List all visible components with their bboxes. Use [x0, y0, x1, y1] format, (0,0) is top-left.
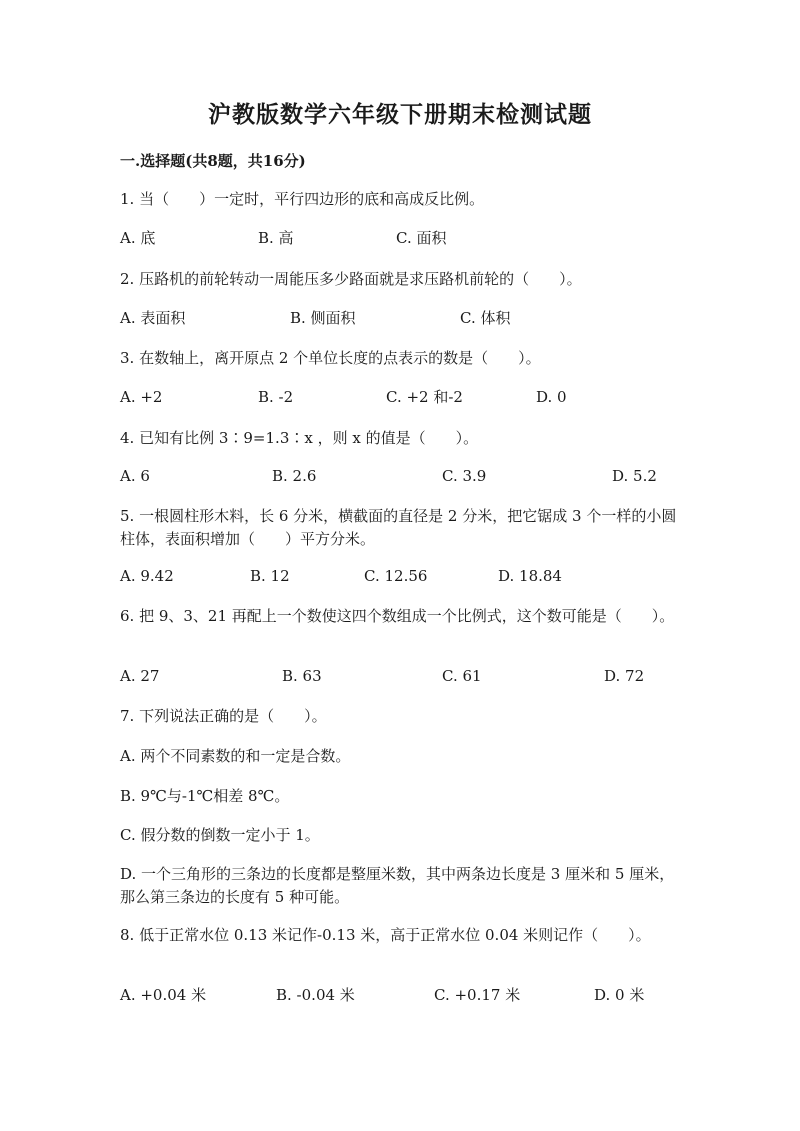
question-4-option-d: D. 5.2: [612, 467, 657, 485]
question-1-option-a: A. 底: [120, 229, 156, 247]
question-4-text: 4. 已知有比例 3∶9=1.3∶x ，则 x 的值是（ ）。: [120, 429, 479, 447]
question-7-option-b: B. 9℃与-1℃相差 8℃。: [120, 787, 290, 805]
question-7-option-d: D. 一个三角形的三条边的长度都是整厘米数，其中两条边长度是 3 厘米和 5 厘米，那么第三条边的长度有 5 种可能。: [120, 865, 675, 906]
question-7-text: 7. 下列说法正确的是（ ）。: [120, 707, 327, 725]
question-2-option-a: A. 表面积: [120, 309, 186, 327]
question-1-option-c: C. 面积: [396, 229, 447, 247]
question-5-option-c: C. 12.56: [364, 567, 428, 585]
question-8-option-d: D. 0 米: [594, 986, 645, 1004]
question-6-option-b: B. 63: [282, 667, 322, 685]
question-4-option-a: A. 6: [120, 467, 150, 485]
question-6-option-d: D. 72: [604, 667, 645, 685]
question-2-option-c: C. 体积: [460, 309, 511, 327]
question-8-option-c: C. +0.17 米: [434, 986, 521, 1004]
question-1-text: 1. 当（ ）一定时，平行四边形的底和高成反比例。: [120, 190, 485, 208]
question-1-option-b: B. 高: [258, 229, 294, 247]
question-5-text: 5. 一根圆柱形木料，长 6 分米，横截面的直径是 2 分米，把它锯成 3 个一样的小圆柱体，表面积增加（ ）平方分米。: [120, 507, 677, 548]
question-6-text: 6. 把 9、3、21 再配上一个数使这四个数组成一个比例式，这个数可能是（ ）。: [120, 607, 675, 625]
question-5-option-d: D. 18.84: [498, 567, 562, 585]
question-8-option-a: A. +0.04 米: [120, 986, 207, 1004]
question-3-option-d: D. 0: [536, 388, 567, 406]
question-2-option-b: B. 侧面积: [290, 309, 356, 327]
question-5-option-b: B. 12: [250, 567, 290, 585]
question-4-option-c: C. 3.9: [442, 467, 487, 485]
question-7-option-c: C. 假分数的倒数一定小于 1。: [120, 826, 320, 844]
section-title: 一.选择题(共8题，共16分): [120, 152, 306, 170]
question-4-option-b: B. 2.6: [272, 467, 317, 485]
question-8-text: 8. 低于正常水位 0.13 米记作-0.13 米，高于正常水位 0.04 米则记作（ ）。: [120, 926, 651, 944]
question-7-option-a: A. 两个不同素数的和一定是合数。: [120, 747, 351, 765]
question-5-option-a: A. 9.42: [120, 567, 174, 585]
question-8-option-b: B. -0.04 米: [276, 986, 355, 1004]
page-title: 沪教版数学六年级下册期末检测试题: [208, 101, 592, 128]
question-6-option-c: C. 61: [442, 667, 482, 685]
question-3-text: 3. 在数轴上，离开原点 2 个单位长度的点表示的数是（ ）。: [120, 349, 541, 367]
question-3-option-a: A. +2: [120, 388, 163, 406]
question-6-option-a: A. 27: [120, 667, 160, 685]
question-3-option-c: C. +2 和-2: [386, 388, 463, 406]
question-2-text: 2. 压路机的前轮转动一周能压多少路面就是求压路机前轮的（ ）。: [120, 270, 582, 288]
question-3-option-b: B. -2: [258, 388, 294, 406]
